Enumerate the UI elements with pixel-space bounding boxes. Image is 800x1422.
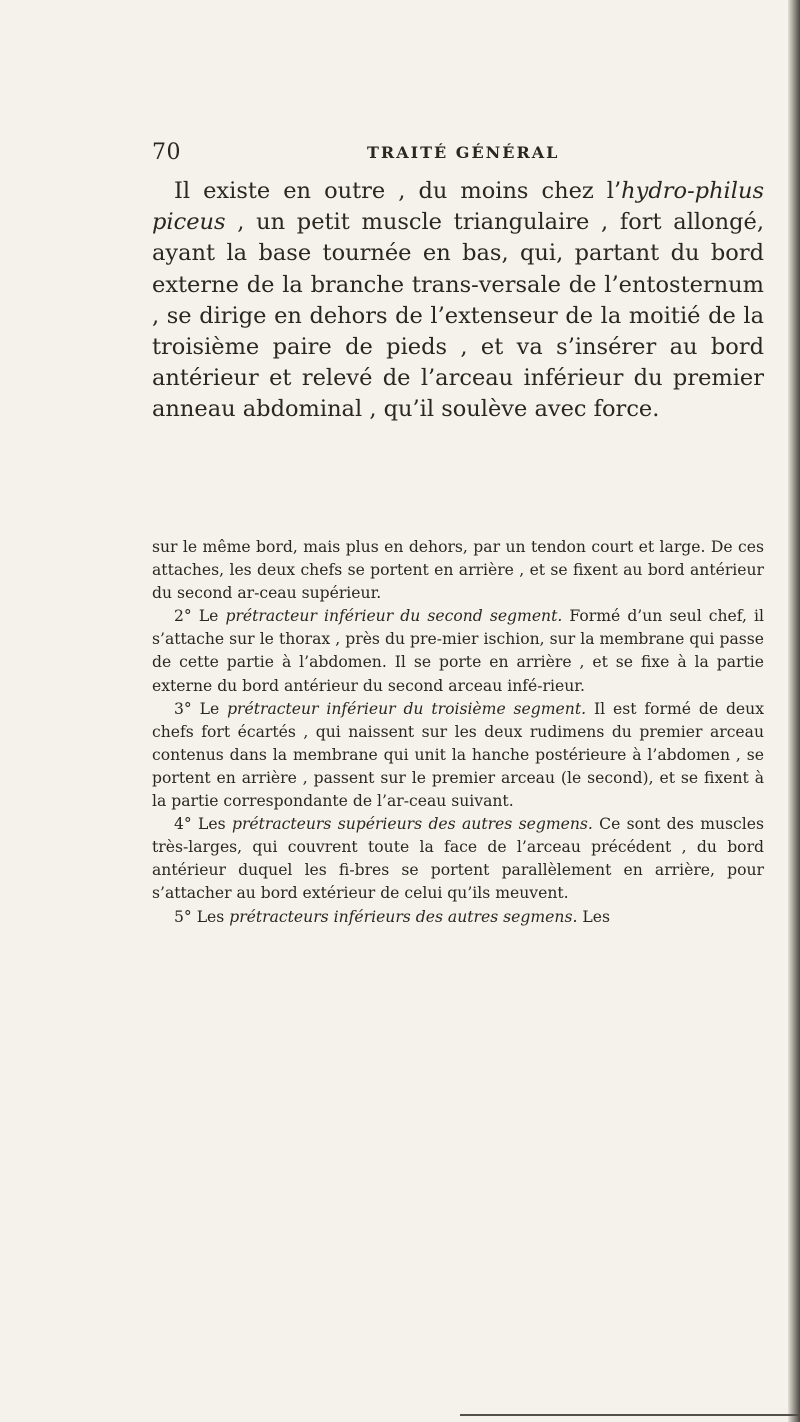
main-text-block — [152, 176, 764, 426]
running-head: TRAITÉ GÉNÉRAL — [367, 143, 560, 162]
page-number: 70 — [152, 140, 181, 165]
note-number: 4° — [174, 815, 192, 834]
note-paragraph-2: 2° Le prétracteur inférieur du second segment. Formé d’un seul chef, il s’attache sur le thorax , près du pre-mier ischion, sur la membrane qui passe de cette partie à l’abdomen. Il se porte en arrière , et se fixe à la partie externe du bord antérieur du second arceau infé-rieur. — [152, 607, 764, 695]
species-name: hydro-philus piceus — [152, 178, 764, 236]
note-heading: prétracteurs supérieurs des autres segmens. — [231, 815, 593, 834]
notes-text-block — [152, 536, 764, 929]
note-heading: prétracteurs inférieurs des autres segmens. — [229, 907, 578, 926]
note-heading: prétracteur inférieur du troisième segment. — [227, 699, 587, 718]
page-header — [152, 140, 762, 170]
note-number: 5° — [174, 907, 192, 926]
note-number: 3° — [174, 699, 192, 718]
page-bottom-edge — [460, 1414, 800, 1416]
note-paragraph-3: 3° Le prétracteur inférieur du troisième segment. Il est formé de deux chefs fort écartés , qui naissent sur les deux rudimens du premier arceau contenus dans la membrane qui unit la hanche postérieure à l’abdomen , se portent en arrière , passent sur le premier arceau (le second), et se fixent à la partie correspondante de l’ar-ceau suivant. — [152, 699, 764, 811]
note-paragraph-4: 4° Les prétracteurs supérieurs des autres segmens. Ce sont des muscles très-larges, qui couvrent toute la face de l’arceau précédent , du bord antérieur duquel les fi-bres se portent parallèlement en arrière, pour s’attacher au bord extérieur de celui qu’ils meuvent. — [152, 815, 764, 903]
note-paragraph-5: 5° Les prétracteurs inférieurs des autres segmens. Les — [174, 907, 610, 926]
note-heading: prétracteur inférieur du second segment. — [225, 607, 563, 626]
note-number: 2° — [174, 607, 192, 626]
note-paragraph-continuation: sur le même bord, mais plus en dehors, par un tendon court et large. De ces attaches, les deux chefs se portent en arrière , et se fixent au bord antérieur du second ar-ceau supérieur. — [152, 538, 764, 603]
page-edge-shadow — [788, 0, 800, 1422]
main-paragraph: Il existe en outre , du moins chez l’hydro-philus piceus , un petit muscle triangulaire , fort allongé, ayant la base tournée en bas, qui, partant du bord externe de la branche trans-versale de l’entosternum , se dirige en dehors de l’extenseur de la moitié de la troisième paire de pieds , et va s’insérer au bord antérieur et relevé de l’arceau inférieur du premier anneau abdominal , qu’il soulève avec force. — [152, 178, 764, 423]
